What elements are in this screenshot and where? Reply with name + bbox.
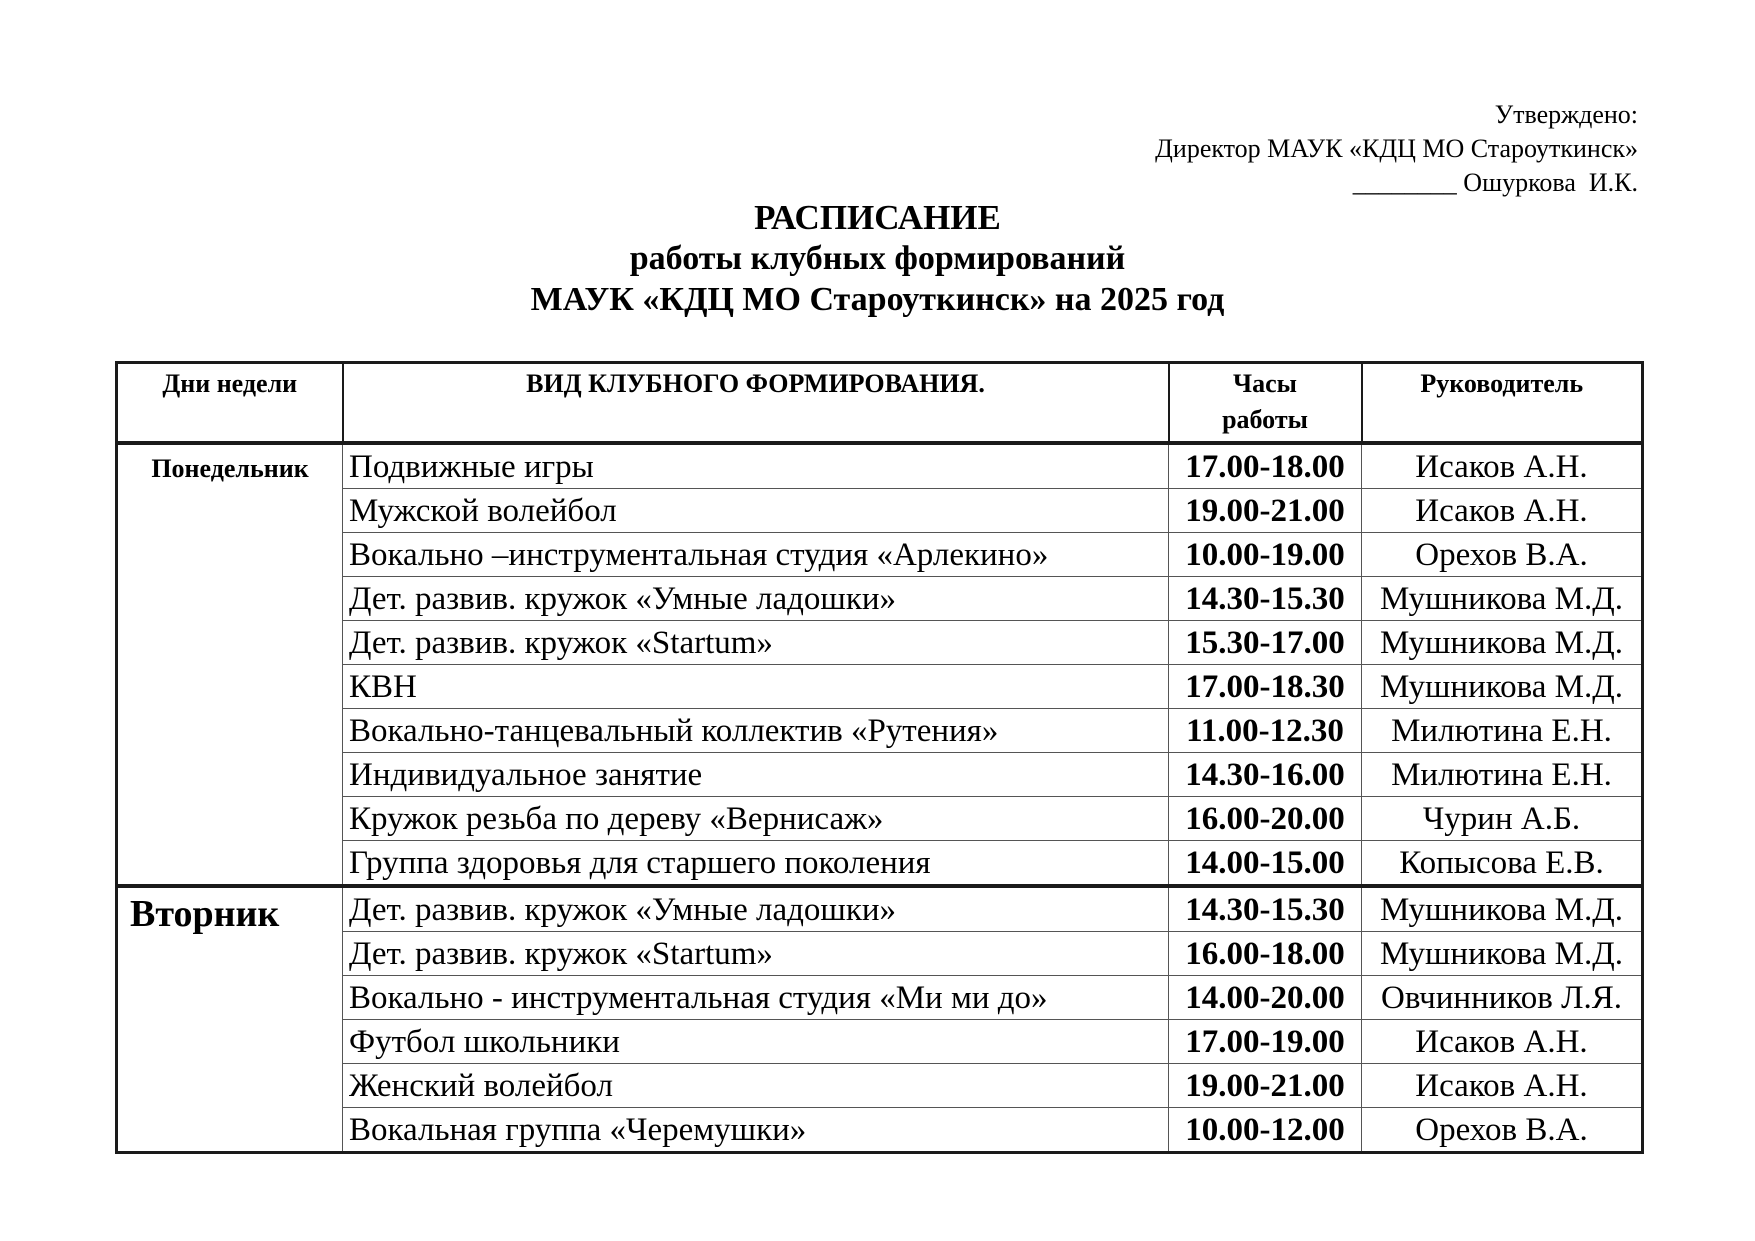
activity-cell: Дет. развив. кружок «Startum»	[343, 932, 1169, 976]
table-row	[117, 443, 1643, 489]
leader-cell: Орехов В.А.	[1362, 533, 1643, 577]
approval-position: Директор МАУК «КДЦ МО Староуткинск»	[1155, 134, 1638, 163]
hours-cell: 14.30-16.00	[1169, 753, 1362, 797]
header-hours	[1169, 363, 1362, 444]
hours-cell: 17.00-18.00	[1169, 443, 1362, 489]
hours-cell: 14.30-15.30	[1169, 577, 1362, 621]
activity-cell: Вокально - инструментальная студия «Ми ми до»	[343, 976, 1169, 1020]
activity-cell: Вокальная группа «Черемушки»	[343, 1108, 1169, 1153]
leader-cell: Исаков А.Н.	[1362, 1020, 1643, 1064]
hours-cell: 16.00-18.00	[1169, 932, 1362, 976]
leader-cell: Мушникова М.Д.	[1362, 665, 1643, 709]
leader-cell: Милютина Е.Н.	[1362, 709, 1643, 753]
table-row	[117, 709, 1643, 753]
activity-cell: Дет. развив. кружок «Startum»	[343, 621, 1169, 665]
day-cell: Понедельник	[117, 443, 343, 886]
hours-cell: 17.00-19.00	[1169, 1020, 1362, 1064]
leader-cell: Исаков А.Н.	[1362, 443, 1643, 489]
hours-cell: 16.00-20.00	[1169, 797, 1362, 841]
day-cell: Вторник	[117, 886, 343, 1153]
table-row	[117, 976, 1643, 1020]
table-row	[117, 1108, 1643, 1153]
leader-cell: Мушникова М.Д.	[1362, 932, 1643, 976]
schedule-body	[117, 443, 1643, 1153]
activity-cell: Вокально-танцевальный коллектив «Рутения»	[343, 709, 1169, 753]
activity-cell: Индивидуальное занятие	[343, 753, 1169, 797]
header-day: Дни недели	[117, 363, 343, 444]
header-hours-line2: работы	[1222, 405, 1308, 434]
schedule-table	[115, 361, 1644, 1154]
table-row	[117, 753, 1643, 797]
hours-cell: 14.00-20.00	[1169, 976, 1362, 1020]
hours-cell: 10.00-12.00	[1169, 1108, 1362, 1153]
table-row	[117, 533, 1643, 577]
leader-cell: Исаков А.Н.	[1362, 489, 1643, 533]
document-title	[0, 197, 1755, 320]
title-main: РАСПИСАНИЕ	[754, 198, 1001, 237]
activity-cell: Футбол школьники	[343, 1020, 1169, 1064]
activity-cell: Дет. развив. кружок «Умные ладошки»	[343, 577, 1169, 621]
title-organization: МАУК «КДЦ МО Староуткинск» на 2025 год	[530, 281, 1225, 318]
table-row	[117, 932, 1643, 976]
hours-cell: 11.00-12.30	[1169, 709, 1362, 753]
hours-cell: 14.30-15.30	[1169, 886, 1362, 932]
hours-cell: 15.30-17.00	[1169, 621, 1362, 665]
table-row	[117, 577, 1643, 621]
header-leader: Руководитель	[1362, 363, 1643, 444]
leader-cell: Мушникова М.Д.	[1362, 621, 1643, 665]
activity-cell: Вокально –инструментальная студия «Арлекино»	[343, 533, 1169, 577]
table-row	[117, 665, 1643, 709]
table-row	[117, 886, 1643, 932]
activity-cell: Кружок резьба по дереву «Вернисаж»	[343, 797, 1169, 841]
header-hours-line1: Часы	[1233, 369, 1297, 398]
hours-cell: 14.00-15.00	[1169, 841, 1362, 887]
leader-cell: Орехов В.А.	[1362, 1108, 1643, 1153]
table-row	[117, 797, 1643, 841]
hours-cell: 19.00-21.00	[1169, 489, 1362, 533]
leader-cell: Овчинников Л.Я.	[1362, 976, 1643, 1020]
table-row	[117, 621, 1643, 665]
table-row	[117, 1064, 1643, 1108]
header-row	[117, 363, 1643, 444]
leader-cell: Мушникова М.Д.	[1362, 886, 1643, 932]
hours-cell: 10.00-19.00	[1169, 533, 1362, 577]
activity-cell: КВН	[343, 665, 1169, 709]
table-row	[117, 1020, 1643, 1064]
header-activity: ВИД КЛУБНОГО ФОРМИРОВАНИЯ.	[343, 363, 1169, 444]
activity-cell: Группа здоровья для старшего поколения	[343, 841, 1169, 887]
hours-cell: 17.00-18.30	[1169, 665, 1362, 709]
leader-cell: Милютина Е.Н.	[1362, 753, 1643, 797]
activity-cell: Женский волейбол	[343, 1064, 1169, 1108]
activity-cell: Дет. развив. кружок «Умные ладошки»	[343, 886, 1169, 932]
approval-block	[1155, 98, 1638, 200]
table-row	[117, 841, 1643, 887]
leader-cell: Копысова Е.В.	[1362, 841, 1643, 887]
leader-cell: Исаков А.Н.	[1362, 1064, 1643, 1108]
activity-cell: Мужской волейбол	[343, 489, 1169, 533]
activity-cell: Подвижные игры	[343, 443, 1169, 489]
table-row	[117, 489, 1643, 533]
hours-cell: 19.00-21.00	[1169, 1064, 1362, 1108]
leader-cell: Чурин А.Б.	[1362, 797, 1643, 841]
title-subtitle: работы клубных формирований	[629, 240, 1126, 277]
approval-signature: ________ Ошуркова И.К.	[1352, 168, 1638, 197]
leader-cell: Мушникова М.Д.	[1362, 577, 1643, 621]
approval-label: Утверждено:	[1494, 100, 1638, 129]
